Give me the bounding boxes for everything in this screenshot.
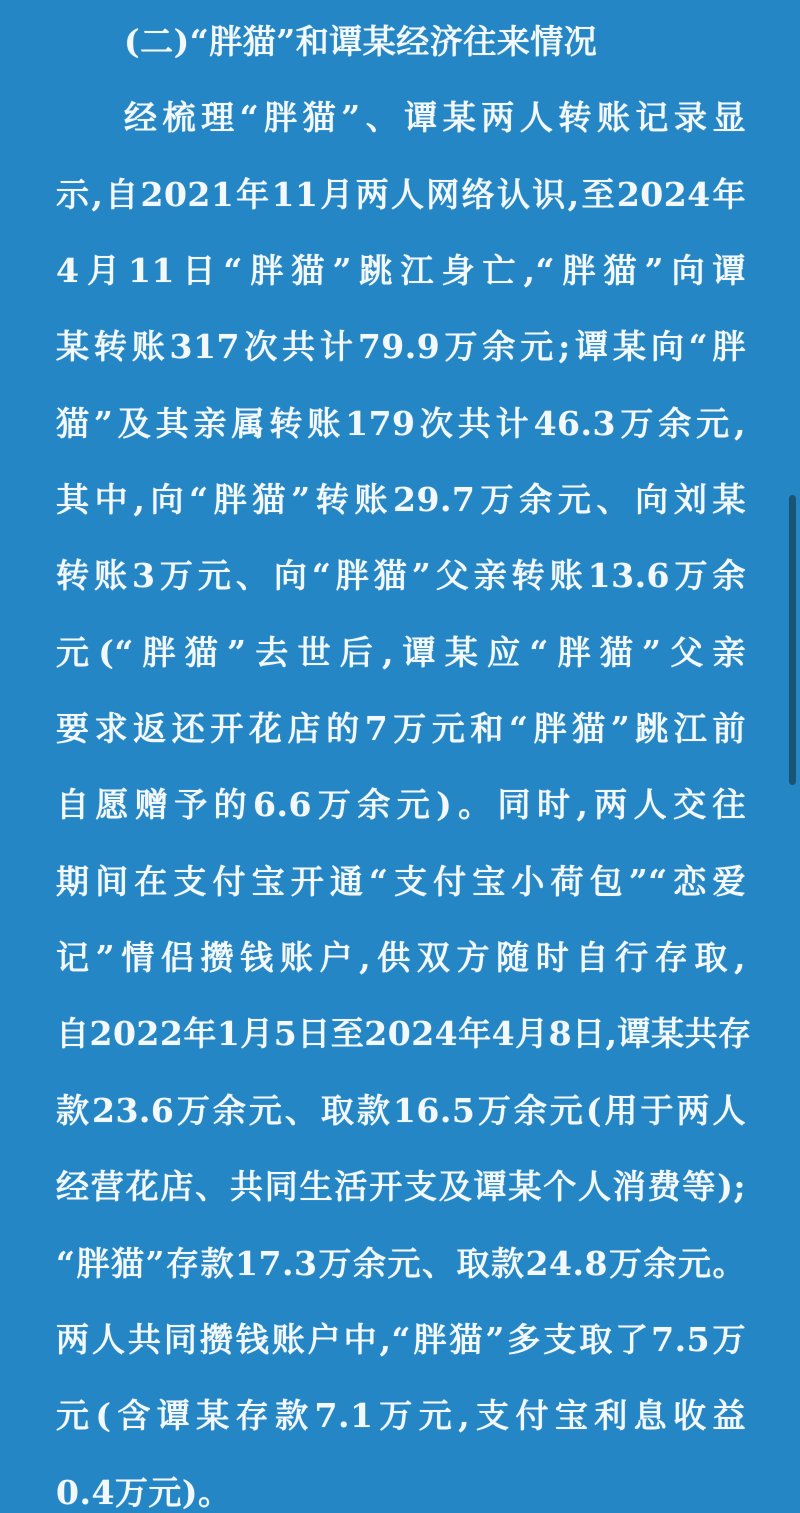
text-line: 期间在支付宝开通“支付宝小荷包”“恋爱	[56, 861, 746, 901]
text-line: 记”情侣攒钱账户,供双方随时自行存取,	[56, 938, 746, 978]
text-line: “胖猫”存款17.3万余元、取款24.8万余元。	[56, 1243, 746, 1283]
text-line: 猫”及其亲属转账179次共计46.3万余元,	[56, 403, 746, 443]
text-line: 元(含谭某存款7.1万元,支付宝利息收益	[56, 1396, 746, 1436]
text-line: 款23.6万余元、取款16.5万余元(用于两人	[56, 1090, 746, 1130]
text-line: 自2022年1月5日至2024年4月8日,谭某共存	[56, 1014, 752, 1054]
text-line: 自愿赠予的6.6万余元)。同时,两人交往	[56, 785, 746, 825]
text-line: 转账3万元、向“胖猫”父亲转账13.6万余	[56, 556, 746, 596]
text-line: 其中,向“胖猫”转账29.7万余元、向刘某	[56, 480, 746, 520]
section-heading: (二)“胖猫”和谭某经济往来情况	[124, 22, 598, 61]
text-line: 示,自2021年11月两人网络认识,至2024年	[56, 174, 746, 214]
text-line: 某转账317次共计79.9万余元;谭某向“胖	[56, 327, 746, 367]
scrollbar-thumb[interactable]	[789, 495, 796, 785]
text-line: 经梳理“胖猫”、谭某两人转账记录显	[124, 98, 746, 138]
text-line: 0.4万元)。	[56, 1472, 232, 1512]
text-line: 经营花店、共同生活开支及谭某个人消费等);	[56, 1167, 746, 1207]
text-line: 元(“胖猫”去世后,谭某应“胖猫”父亲	[56, 632, 746, 672]
text-line: 两人共同攒钱账户中,“胖猫”多支取了7.5万	[56, 1319, 746, 1359]
text-line: 要求返还开花店的7万元和“胖猫”跳江前	[56, 709, 746, 749]
text-line: 4月11日“胖猫”跳江身亡,“胖猫”向谭	[56, 251, 746, 291]
